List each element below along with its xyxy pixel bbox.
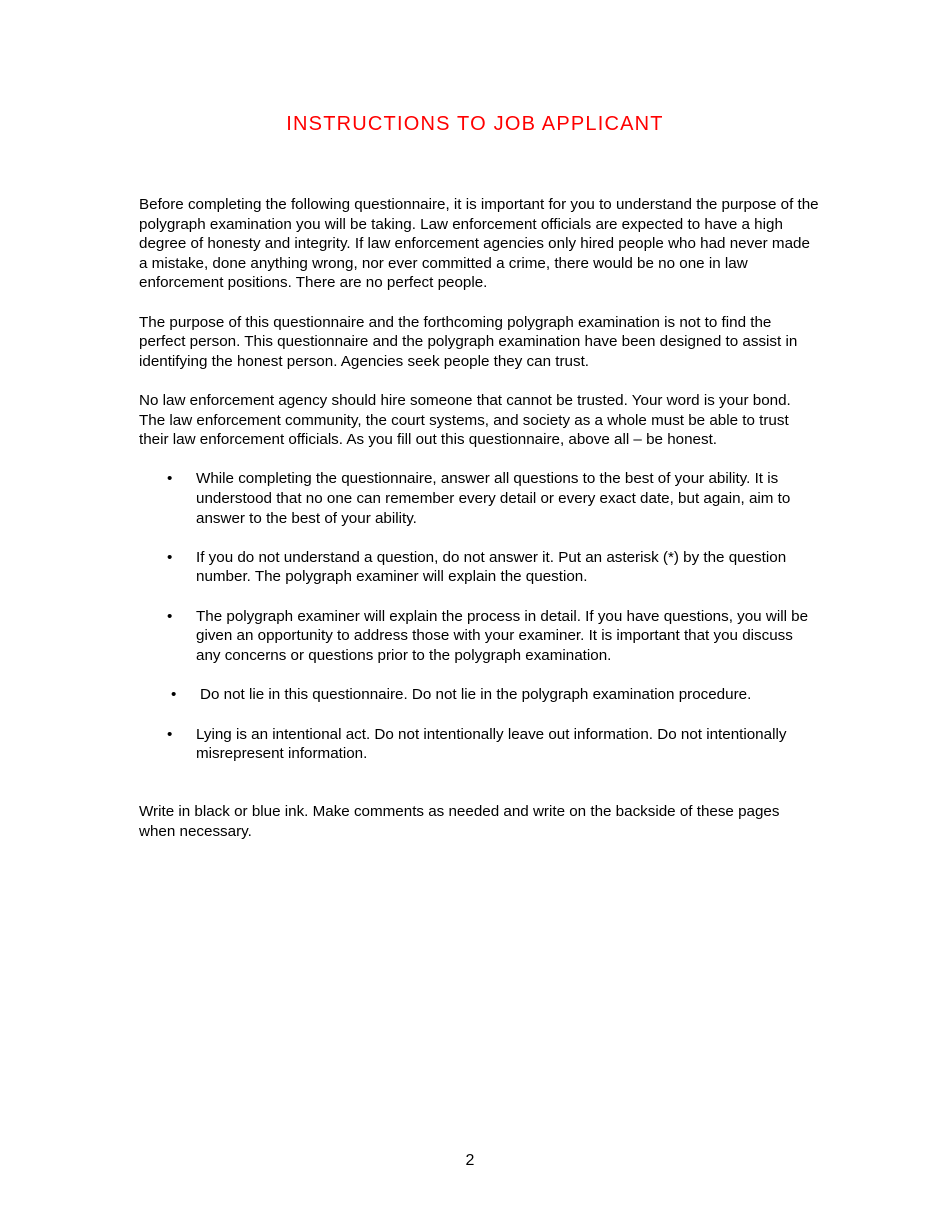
list-item [139,685,819,705]
bullet-icon: • [167,607,173,625]
list-item-text: Do not lie in this questionnaire. Do not lie in the polygraph examination procedure. [200,686,752,704]
closing-paragraph: Write in black or blue ink. Make comments as needed and write on the backside of these pages when necessary. [139,803,780,840]
list-item-text: If you do not understand a question, do not answer it. Put an asterisk (*) by the question number. The polygraph examiner will explain the question. [196,548,787,586]
page-title: INSTRUCTIONS TO JOB APPLICANT [286,113,664,135]
purpose-paragraph: The purpose of this questionnaire and the forthcoming polygraph examination is not to find the perfect person. This questionnaire and the polygraph examination have been designed to assist in identifying the honest person. Agencies seek people they can trust. [139,313,798,370]
list-item [139,607,819,666]
bullet-icon: • [171,686,177,704]
list-item [139,469,819,528]
intro-paragraph: Before completing the following questionnaire, it is important for you to understand the purpose of the polygraph examination you will be taking. Law enforcement officials are expected to have a high degree of honesty and integrity. If law enforcement agencies only hired people who had never made a mistake, done anything wrong, nor ever committed a crime, there would be no one in law enforcement positions. There are no perfect people. [139,196,819,292]
list-item-text: Lying is an intentional act. Do not intentionally leave out information. Do not intentionally misrepresent information. [196,725,787,763]
list-item [139,548,819,587]
bullet-icon: • [167,548,173,566]
page-number: 2 [465,1152,475,1169]
instruction-list [139,469,819,764]
list-item [139,725,819,764]
list-item-text: The polygraph examiner will explain the process in detail. If you have questions, you will be given an opportunity to address those with your examiner. It is important that you discuss any concerns or questions prior to the polygraph examination. [196,607,809,665]
bullet-icon: • [167,725,173,743]
trust-paragraph: No law enforcement agency should hire someone that cannot be trusted. Your word is your bond. The law enforcement community, the court systems, and society as a whole must be able to trust their law enforcement officials. As you fill out this questionnaire, above all – be honest. [139,391,791,449]
bullet-icon: • [167,470,173,488]
list-item-text: While completing the questionnaire, answer all questions to the best of your ability. It is understood that no one can remember every detail or every exact date, but again, aim to answer to the best of your ability. [196,470,791,527]
instructions-body [139,195,819,861]
